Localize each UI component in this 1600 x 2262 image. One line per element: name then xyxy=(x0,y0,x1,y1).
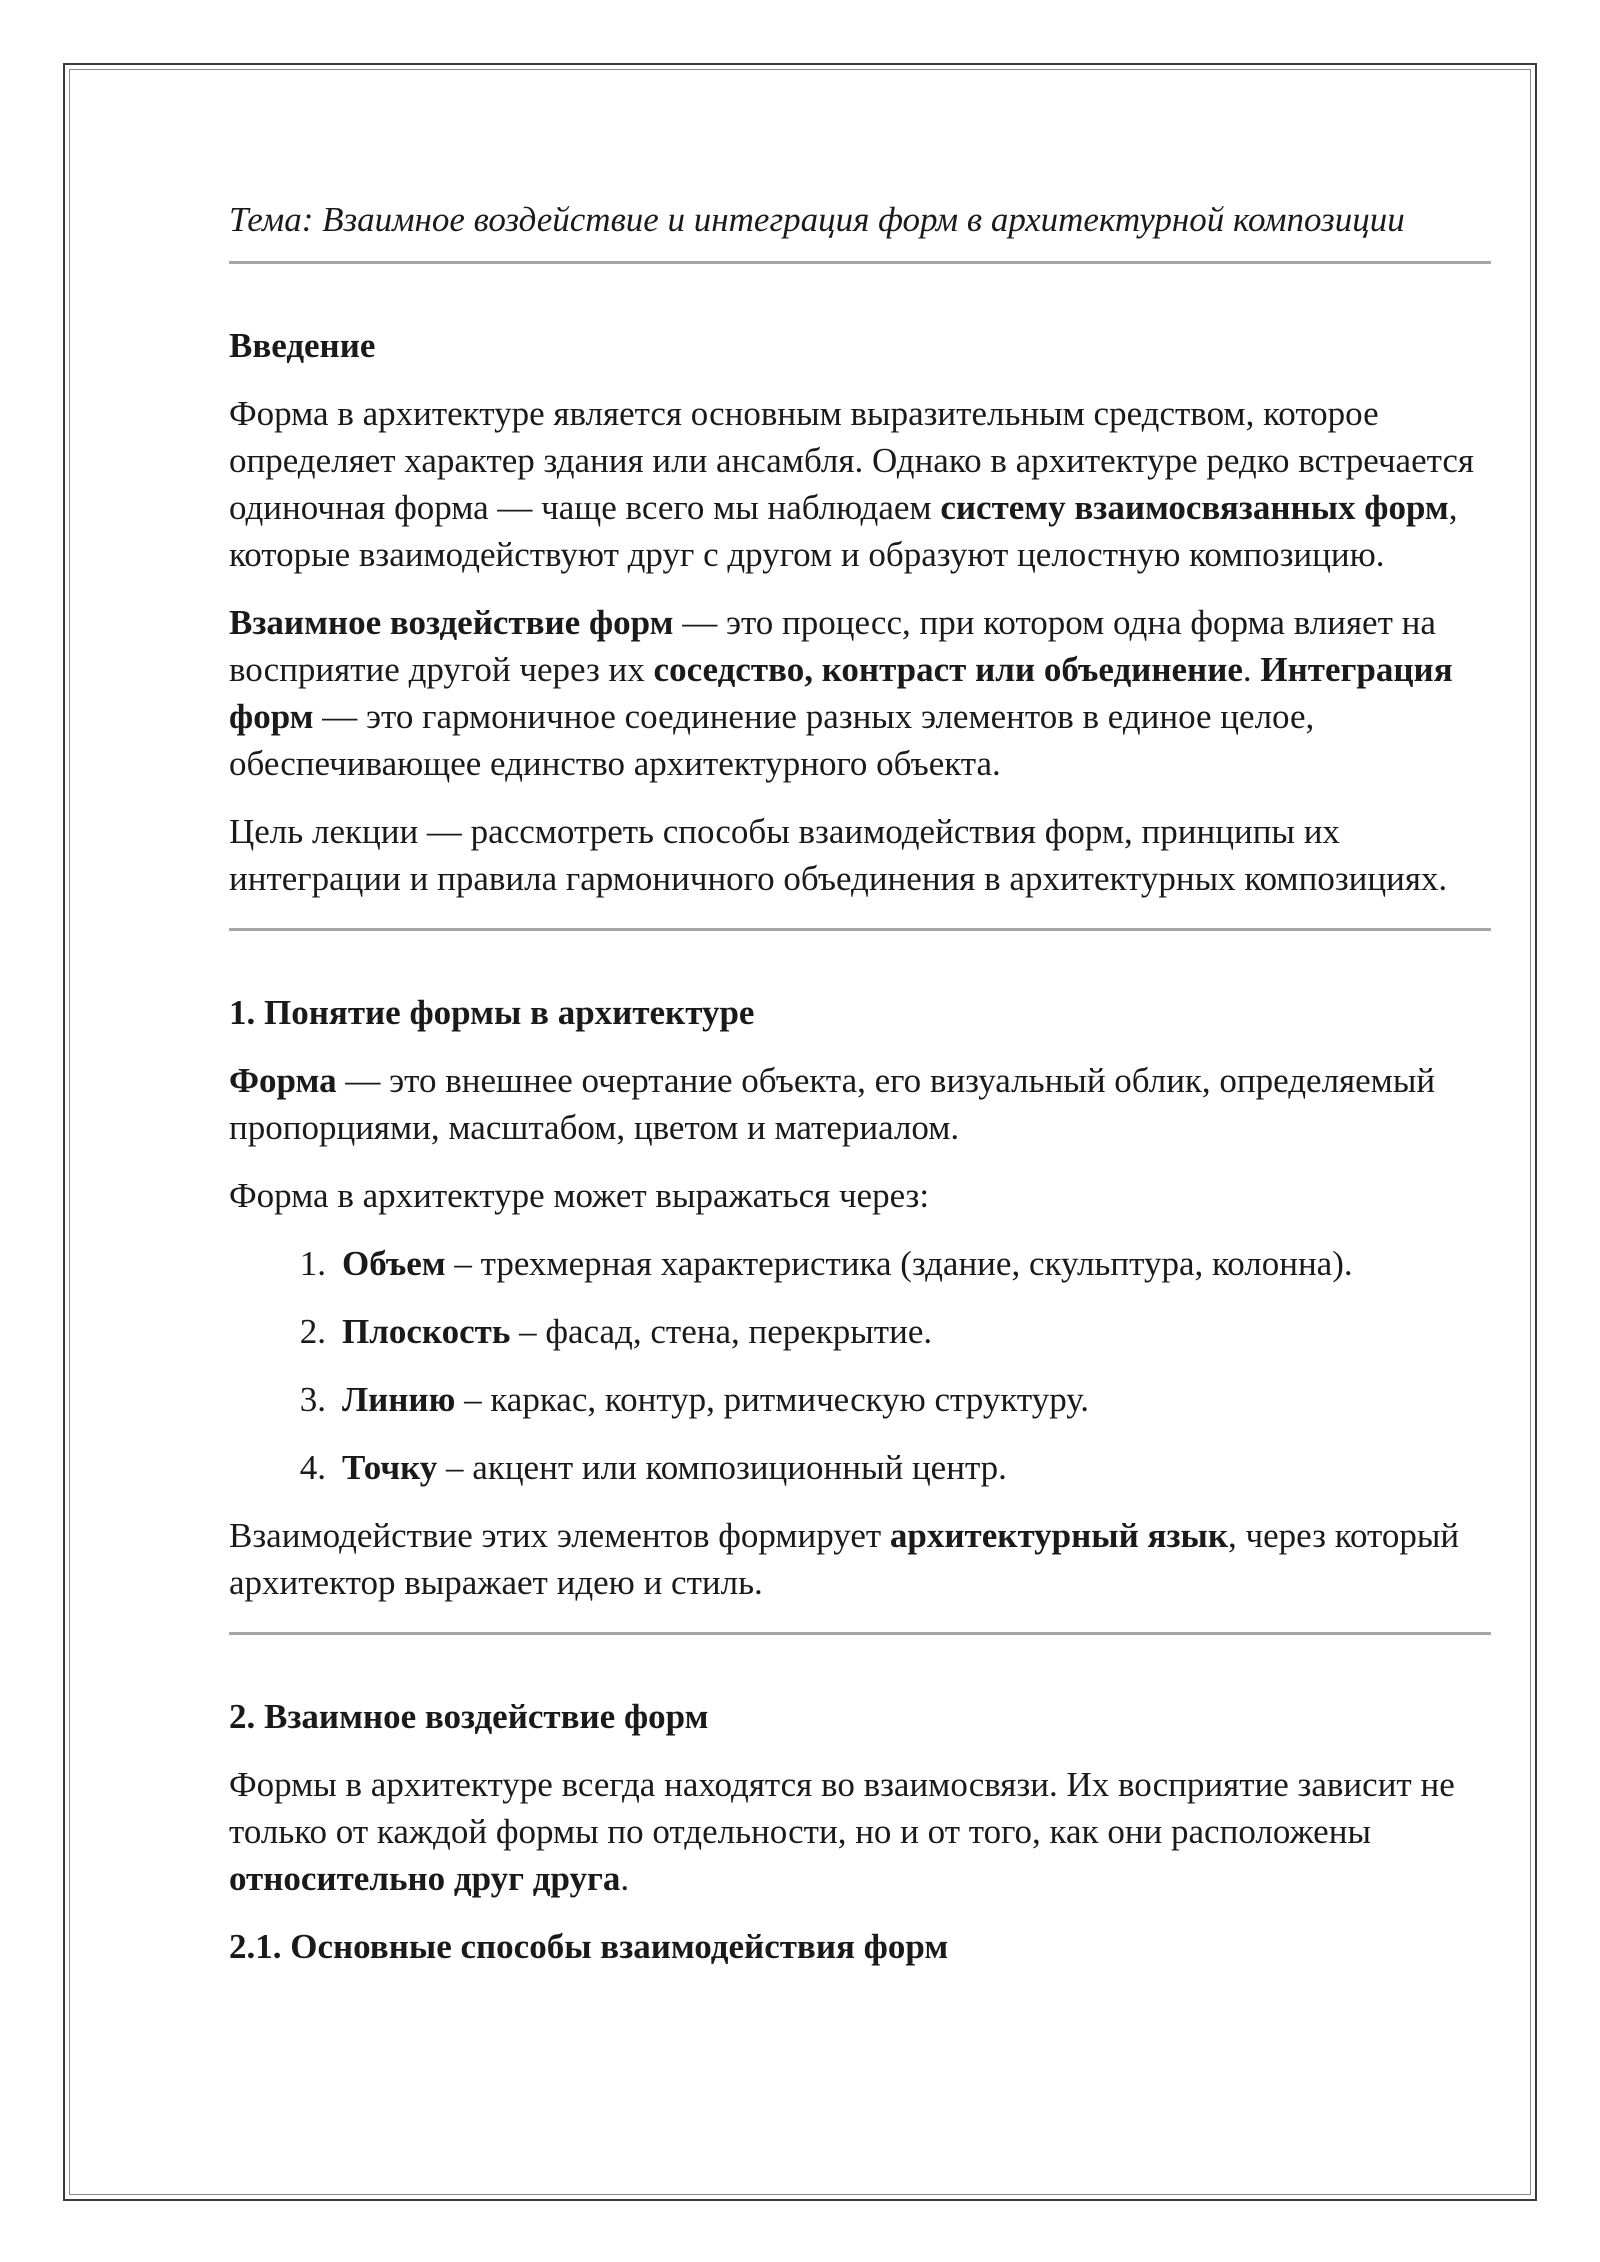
text-run: – трехмерная характеристика (здание, скульптура, колонна). xyxy=(445,1244,1353,1283)
text-run: – фасад, стена, перекрытие. xyxy=(510,1312,933,1351)
subsection-2-1-heading: 2.1. Основные способы взаимодействия форм xyxy=(229,1927,949,1966)
intro-paragraph-2 xyxy=(229,599,1491,787)
list-number: 2. xyxy=(299,1312,326,1351)
form-types-list xyxy=(229,1240,1491,1491)
bold-term: Линию xyxy=(342,1380,456,1419)
text-run: — это внешнее очертание объекта, его визуальный облик, определяемый пропорциями, масштабом, цветом и материалом. xyxy=(229,1061,1436,1147)
bold-term: Взаимное воздействие форм xyxy=(229,603,674,642)
text-run: – каркас, контур, ритмическую структуру. xyxy=(455,1380,1089,1419)
list-number: 4. xyxy=(299,1448,326,1487)
bold-term: Плоскость xyxy=(342,1312,511,1351)
list-text xyxy=(326,1308,932,1355)
text-run: Формы в архитектуре всегда находятся во взаимосвязи. Их восприятие зависит не только от каждой формы по отдельности, но и от того, как они расположены xyxy=(229,1765,1455,1851)
list-text xyxy=(326,1376,1089,1423)
text-run: , которые взаимодействуют друг с другом и образуют целостную композицию. xyxy=(229,488,1458,574)
list-number: 3. xyxy=(299,1380,326,1419)
section-2-heading: 2. Взаимное воздействие форм xyxy=(229,1697,709,1736)
bold-term: архитектурный язык xyxy=(889,1516,1229,1555)
text-run: Форма в архитектуре является основным выразительным средством, которое определяет характер здания или ансамбля. Однако в архитектуре редко встречается одиночная форма — чаще всего мы наблюдаем xyxy=(229,394,1474,527)
section-1-paragraph-3 xyxy=(229,1512,1491,1606)
intro-heading: Введение xyxy=(229,326,376,365)
text-run: – акцент или композиционный центр. xyxy=(437,1448,1007,1487)
bold-term: относительно друг друга xyxy=(229,1859,621,1898)
intro-paragraph-1 xyxy=(229,390,1491,578)
section-1-heading: 1. Понятие формы в архитектуре xyxy=(229,993,755,1032)
list-number: 1. xyxy=(299,1244,326,1283)
text-run: — это гармоничное соединение разных элементов в единое целое, обеспечивающее единство архитектурного объекта. xyxy=(229,697,1315,783)
bold-term: Точку xyxy=(342,1448,438,1487)
text-run: — это процесс, при котором одна форма влияет на восприятие другой через их xyxy=(229,603,1436,689)
bold-term: систему взаимосвязанных форм xyxy=(940,488,1449,527)
list-item xyxy=(229,1308,1491,1355)
section-2-paragraph-1 xyxy=(229,1761,1491,1902)
section-divider xyxy=(229,261,1491,264)
section-divider xyxy=(229,928,1491,931)
text-run: , через который архитектор выражает идею и стиль. xyxy=(229,1516,1460,1602)
section-divider xyxy=(229,1632,1491,1635)
bold-term: соседство, контраст или объединение xyxy=(653,650,1243,689)
document-body xyxy=(229,196,1491,1970)
text-run: Взаимодействие этих элементов формирует xyxy=(229,1516,890,1555)
section-1-paragraph-1 xyxy=(229,1057,1491,1151)
list-text xyxy=(326,1444,1007,1491)
intro-paragraph-3: Цель лекции — рассмотреть способы взаимодействия форм, принципы их интеграции и правила гармоничного объединения в архитектурных композициях. xyxy=(229,812,1448,898)
bold-term: Форма xyxy=(229,1061,337,1100)
lecture-subject: Тема: Взаимное воздействие и интеграция форм в архитектурной композиции xyxy=(229,200,1405,239)
text-run: . xyxy=(620,1859,630,1898)
bold-term: Интеграция форм xyxy=(229,650,1453,736)
bold-term: Объем xyxy=(342,1244,446,1283)
list-text xyxy=(326,1240,1353,1287)
list-item xyxy=(229,1376,1491,1423)
section-1-paragraph-2: Форма в архитектуре может выражаться через: xyxy=(229,1176,930,1215)
text-run: . xyxy=(1242,650,1261,689)
list-item xyxy=(229,1240,1491,1287)
list-item xyxy=(229,1444,1491,1491)
